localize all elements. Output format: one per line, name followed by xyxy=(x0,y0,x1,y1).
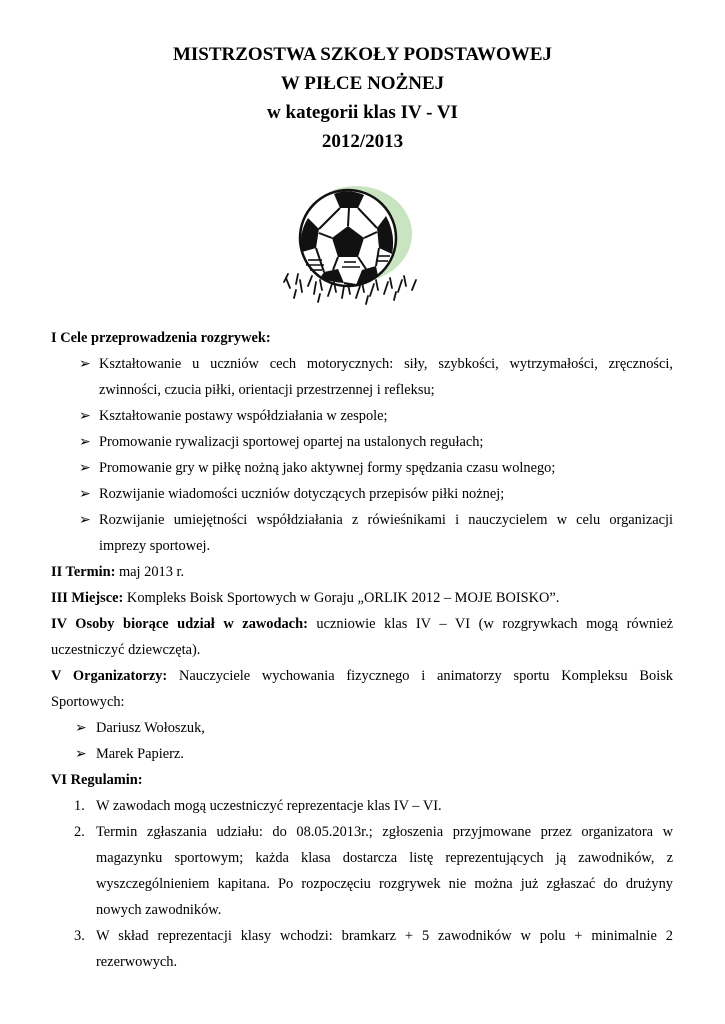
section-date: II Termin: maj 2013 r. xyxy=(51,564,185,580)
arrow-bullet-icon: ➢ xyxy=(79,356,91,372)
goals-list xyxy=(51,351,673,559)
section-rules-heading: VI Regulamin: xyxy=(51,772,143,788)
arrow-bullet-icon: ➢ xyxy=(79,408,91,424)
list-item: 2. Termin zgłaszania udziału: do 08.05.2013r.; zgłoszenia przyjmowane przez organizatora w magazynku sportowym; każda klasa dostarcza listę reprezentujących ją zawodników, z wyszczególnieniem kapitana. Po rozpoczęciu rozgrywek nie można już zgłaszać do drużyny nowych zawodników. xyxy=(74,824,673,918)
list-item: ➢ Rozwijanie wiadomości uczniów dotyczących przepisów piłki nożnej; xyxy=(51,481,673,507)
section-place: III Miejsce: Kompleks Boisk Sportowych w Goraju „ORLIK 2012 – MOJE BOISKO”. xyxy=(51,590,560,606)
list-item: ➢ Marek Papierz. xyxy=(51,741,673,767)
arrow-bullet-icon: ➢ xyxy=(75,720,87,736)
list-item: ➢ Rozwijanie umiejętności współdziałania z rówieśnikami i nauczycielem w celu organizacji imprezy sportowej. xyxy=(51,507,673,559)
section-organizers: V Organizatorzy: Nauczyciele wychowania fizycznego i animatorzy sportu Kompleksu Boisk Sportowych: xyxy=(51,668,673,710)
list-item: 3. W skład reprezentacji klasy wchodzi: bramkarz + 5 zawodników w polu + minimalnie 2 rezerwowych. xyxy=(74,928,673,970)
rules-list xyxy=(51,793,673,975)
document-body xyxy=(51,325,673,975)
list-item: 1. W zawodach mogą uczestniczyć reprezentacje klas IV – VI. xyxy=(74,798,442,814)
section-participants: IV Osoby biorące udział w zawodach: uczniowie klas IV – VI (w rozgrywkach mogą również uczestniczyć dziewczęta). xyxy=(51,616,673,658)
list-item: ➢ Kształtowanie postawy współdziałania w zespole; xyxy=(51,403,673,429)
list-item: ➢ Promowanie gry w piłkę nożną jako aktywnej formy spędzania czasu wolnego; xyxy=(51,455,673,481)
title-line-2: W PIŁCE NOŻNEJ xyxy=(280,73,445,94)
arrow-bullet-icon: ➢ xyxy=(79,434,91,450)
title-line-1: MISTRZOSTWA SZKOŁY PODSTAWOWEJ xyxy=(172,44,553,65)
list-item: ➢ Dariusz Wołoszuk, xyxy=(51,715,673,741)
document-title xyxy=(0,40,725,156)
arrow-bullet-icon: ➢ xyxy=(79,512,91,528)
list-item: ➢ Promowanie rywalizacji sportowej opartej na ustalonych regułach; xyxy=(51,429,673,455)
title-line-3: w kategorii klas IV - VI xyxy=(267,102,458,123)
arrow-bullet-icon: ➢ xyxy=(79,460,91,476)
soccer-ball-icon xyxy=(278,186,423,310)
section-goals-heading: I Cele przeprowadzenia rozgrywek: xyxy=(51,330,271,346)
list-item: ➢ Kształtowanie u uczniów cech motorycznych: siły, szybkości, wytrzymałości, zręczności, zwinności, czucia piłki, orientacji przestrzennej i refleksu; xyxy=(51,351,673,403)
title-line-4: 2012/2013 xyxy=(321,131,404,152)
arrow-bullet-icon: ➢ xyxy=(75,746,87,762)
organizers-list xyxy=(51,715,673,767)
arrow-bullet-icon: ➢ xyxy=(79,486,91,502)
